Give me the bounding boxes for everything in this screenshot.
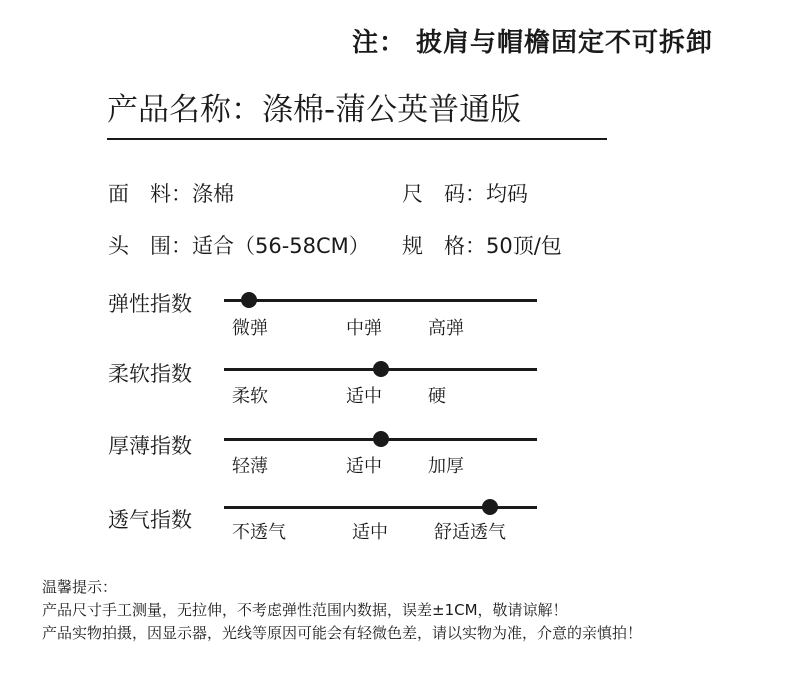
index-marker: [373, 431, 389, 447]
index-tick: 适中: [346, 386, 382, 407]
product-title: 产品名称：涤棉-蒲公英普通版: [107, 92, 522, 128]
index-label: 弹性指数: [108, 292, 192, 316]
notice-text: 注： 披肩与帽檐固定不可拆卸: [352, 28, 714, 58]
index-tick: 轻薄: [232, 456, 268, 477]
index-track: [224, 299, 537, 302]
index-label: 透气指数: [108, 508, 192, 532]
index-tick: 硬: [428, 386, 446, 407]
tips-line-color: 产品实物拍摄，因显示器，光线等原因可能会有轻微色差，请以实物为准，介意的亲慎拍！: [42, 624, 643, 642]
index-tick: 舒适透气: [434, 522, 506, 543]
index-label: 柔软指数: [108, 362, 192, 386]
tips-heading: 温馨提示：: [42, 578, 118, 596]
index-tick: 加厚: [428, 456, 464, 477]
spec-size: 尺 码：均码: [402, 182, 528, 206]
index-tick: 微弹: [232, 318, 268, 339]
index-label: 厚薄指数: [108, 434, 192, 458]
tips-line-measurement: 产品尺寸手工测量，无拉伸，不考虑弹性范围内数据，误差±1CM，敬请谅解！: [42, 601, 568, 619]
spec-head-circumference: 头 围：适合（56-58CM）: [108, 234, 370, 258]
title-divider: [107, 138, 607, 140]
spec-fabric: 面 料：涤棉: [108, 182, 234, 206]
index-tick: 柔软: [232, 386, 268, 407]
index-marker: [482, 499, 498, 515]
index-tick: 中弹: [346, 318, 382, 339]
index-marker: [373, 361, 389, 377]
index-tick: 适中: [352, 522, 388, 543]
index-tick: 不透气: [232, 522, 286, 543]
index-marker: [241, 292, 257, 308]
spec-package: 规 格：50顶/包: [402, 234, 562, 258]
index-tick: 适中: [346, 456, 382, 477]
index-tick: 高弹: [428, 318, 464, 339]
